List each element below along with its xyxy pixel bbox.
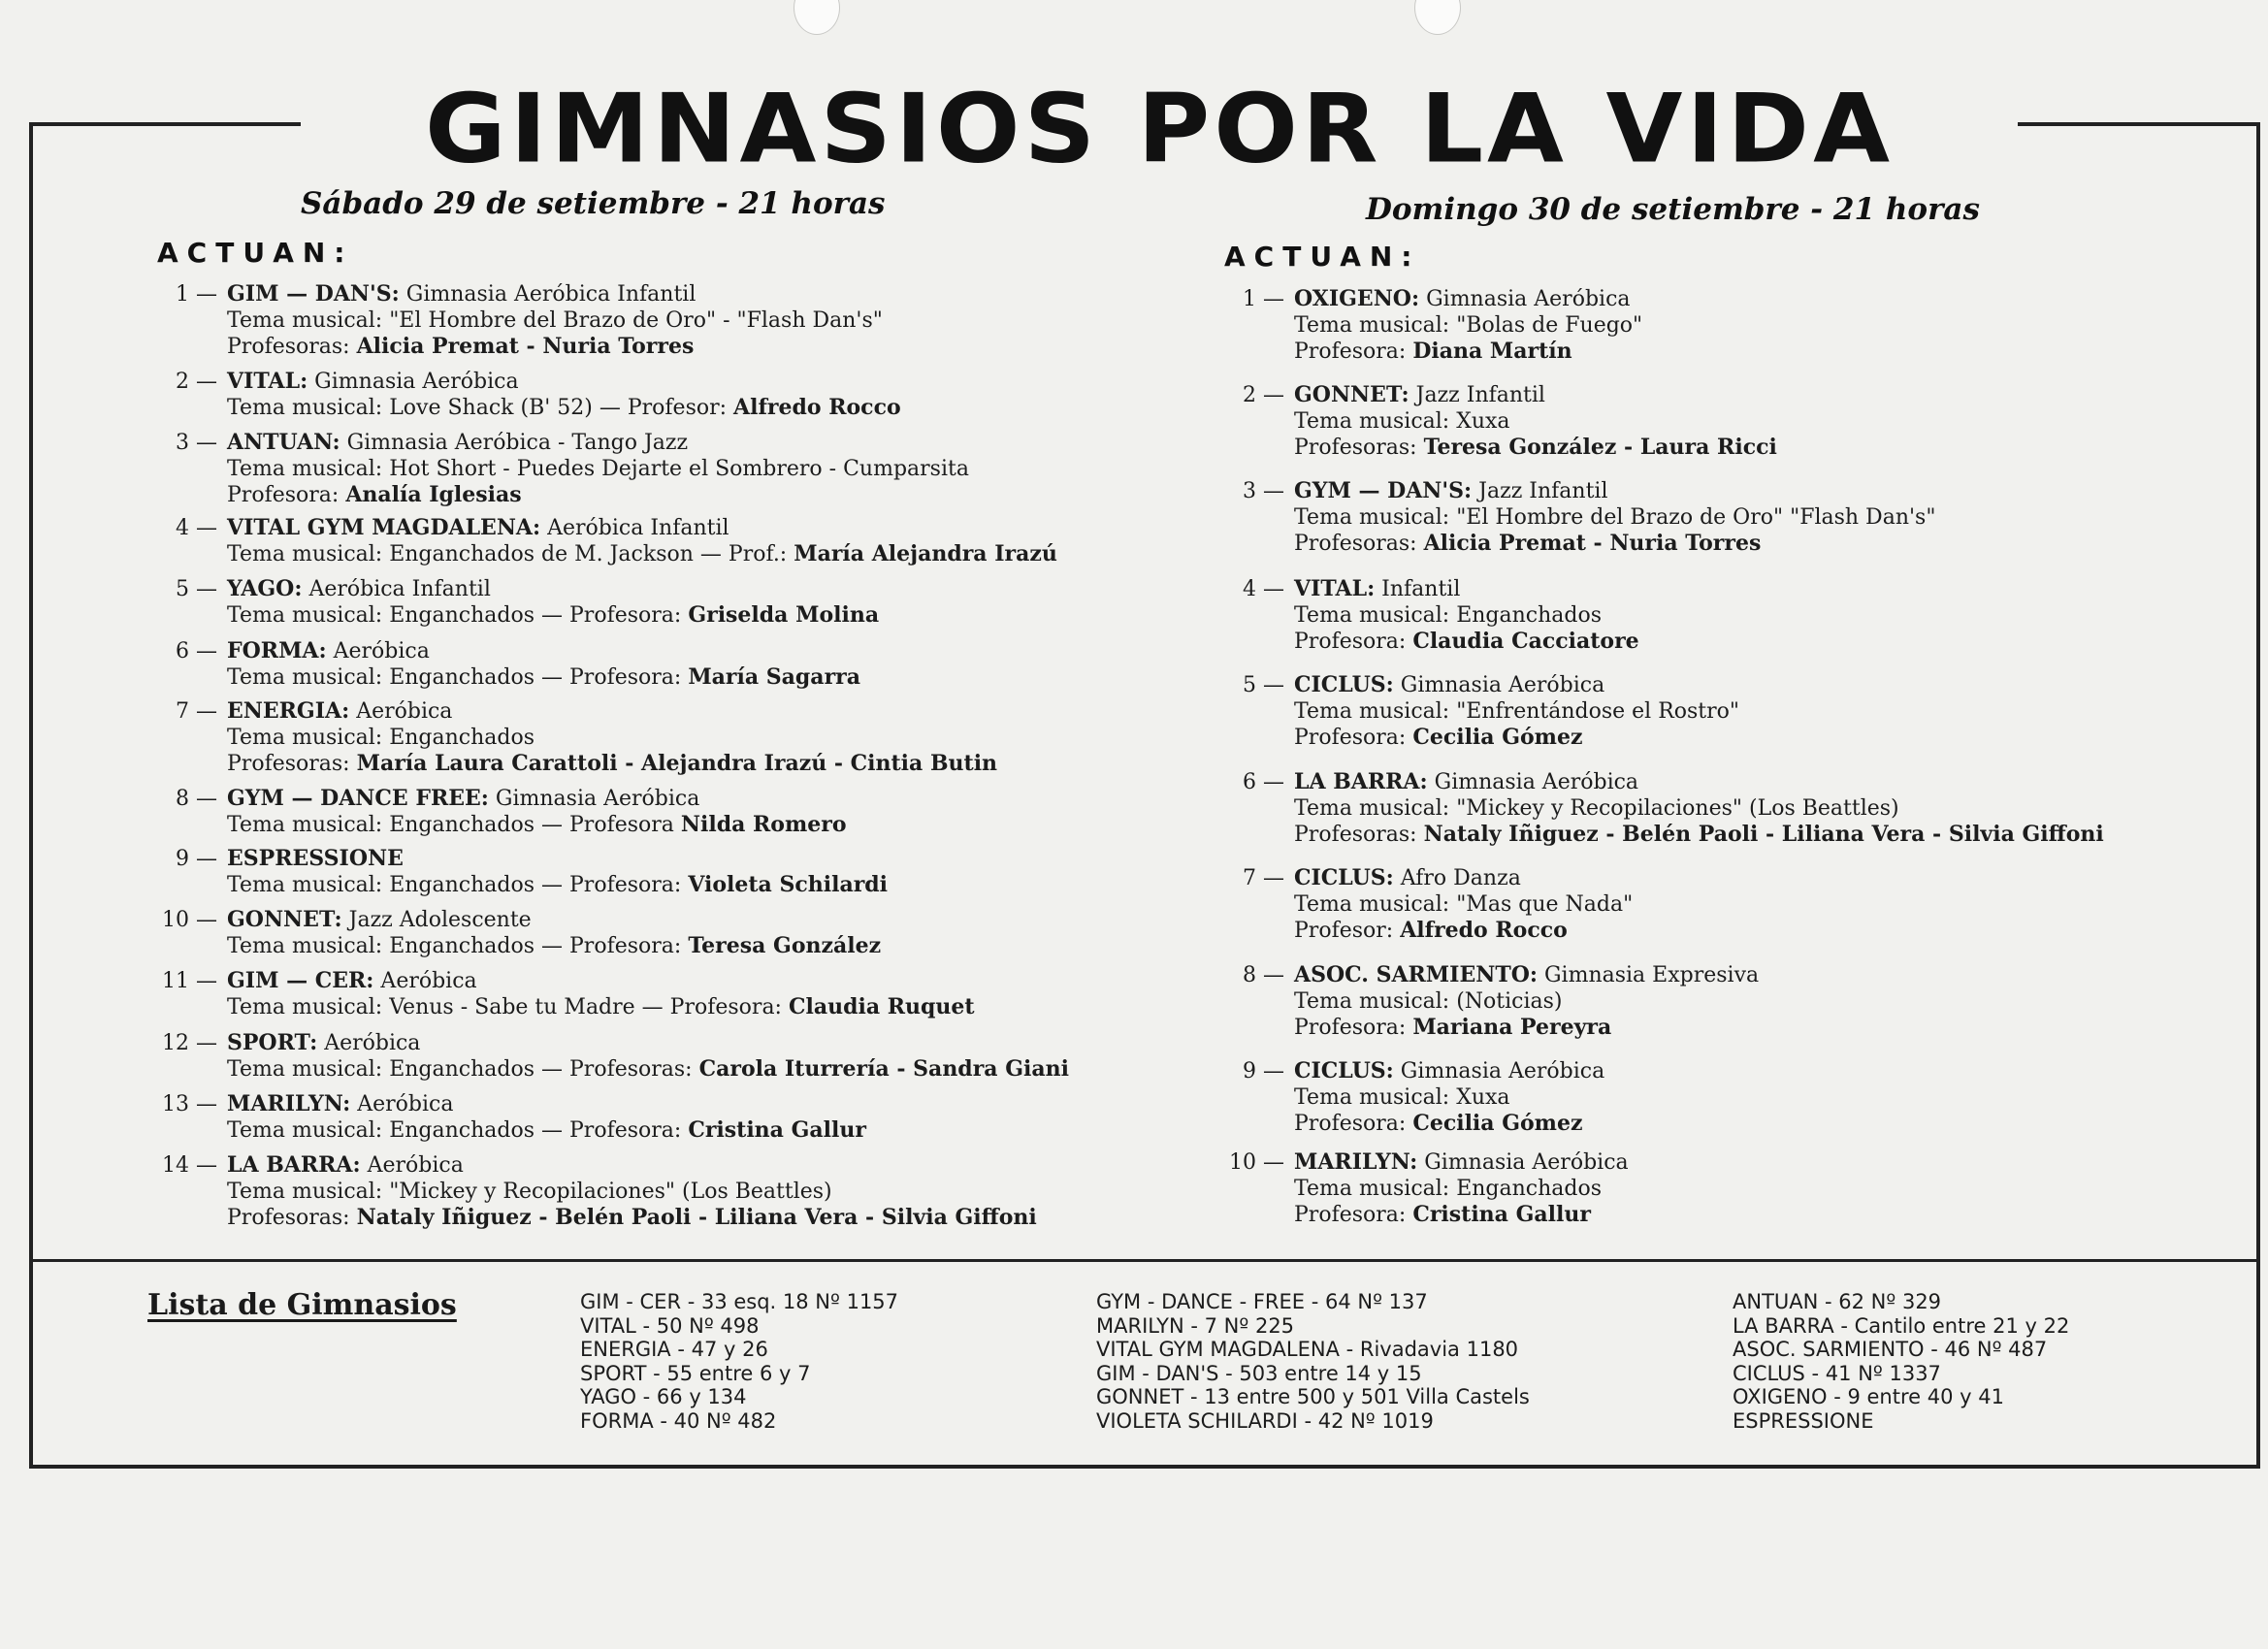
entry-title-line xyxy=(1294,865,1633,891)
entry-music-line xyxy=(227,307,883,334)
teacher-name: María Laura Carattoli - Alejandra Irazú - Cintia Butin xyxy=(356,751,998,776)
entry-title-line xyxy=(1294,576,1639,602)
entry-teacher-line xyxy=(1294,629,1639,655)
gym-name: YAGO: xyxy=(227,576,303,601)
gym-list-column-1 xyxy=(580,1290,898,1433)
program-entry xyxy=(1243,962,1760,1041)
gym-address: OXIGENO - 9 entre 40 y 41 xyxy=(1733,1385,2004,1408)
entry-number: 6 — xyxy=(1243,770,1284,794)
entry-number: 2 — xyxy=(1243,383,1284,407)
discipline: Gimnasia Aeróbica xyxy=(1417,1150,1629,1175)
entry-title-line xyxy=(1294,672,1739,698)
entry-title-line xyxy=(1294,286,1642,312)
program-entry xyxy=(176,515,1057,567)
teacher-label: Profesora: xyxy=(1294,1203,1413,1227)
entry-number: 5 — xyxy=(1243,673,1284,697)
program-entry xyxy=(162,907,882,959)
entry-teacher-line xyxy=(1294,1111,1604,1137)
entry-number: 9 — xyxy=(1243,1059,1284,1083)
entry-number: 1 — xyxy=(1243,287,1284,311)
gym-address: VITAL - 50 Nº 498 xyxy=(580,1313,760,1338)
page-title: GIMNASIOS POR LA VIDA xyxy=(424,74,1895,185)
teacher-name: Nataly Iñiguez - Belén Paoli - Liliana Vera - Silvia Giffoni xyxy=(356,1205,1037,1230)
entry-number: 9 — xyxy=(176,847,217,871)
entry-number: 3 — xyxy=(176,431,217,455)
entry-music-line xyxy=(227,395,901,421)
entry-number: 14 — xyxy=(162,1153,217,1178)
discipline: Jazz Adolescente xyxy=(341,908,532,932)
gym-address: GIM - CER - 33 esq. 18 Nº 1157 xyxy=(580,1290,899,1313)
entry-title-line xyxy=(227,515,1057,541)
entry-title-line xyxy=(227,786,847,812)
entry-number-value: 1 xyxy=(1243,287,1256,311)
gym-name: VITAL: xyxy=(227,369,308,394)
entry-number-value: 9 xyxy=(1243,1059,1256,1083)
gym-name: GONNET: xyxy=(227,907,342,932)
gym-list-column-3 xyxy=(1733,1290,2069,1433)
entry-number-value: 6 xyxy=(176,639,189,663)
music-text: Tema musical: "Bolas de Fuego" xyxy=(1294,313,1643,338)
entry-number-value: 4 xyxy=(176,516,189,540)
teacher-name: Mariana Pereyra xyxy=(1412,1015,1612,1040)
entry-music-line xyxy=(227,933,881,959)
teacher-name: Nilda Romero xyxy=(680,812,847,837)
entry-number: 5 — xyxy=(176,577,217,601)
entry-music-line xyxy=(227,812,847,838)
discipline: Gimnasia Aeróbica xyxy=(1427,770,1639,794)
entry-title-line xyxy=(227,576,879,602)
teacher-name: Violeta Schilardi xyxy=(688,872,889,897)
music-text: Tema musical: "El Hombre del Brazo de Oro" - "Flash Dan's" xyxy=(227,308,883,333)
teacher-name: Griselda Molina xyxy=(688,602,880,628)
music-text: Tema musical: Enganchados xyxy=(227,726,535,750)
gym-address: ASOC. SARMIENTO - 46 Nº 487 xyxy=(1733,1338,2048,1361)
gym-name: SPORT: xyxy=(227,1030,318,1055)
teacher-name: Claudia Cacciatore xyxy=(1412,629,1639,654)
entry-number-value: 7 xyxy=(1243,866,1256,890)
music-text: Tema musical: Enganchados — Profesora: xyxy=(227,873,689,897)
gym-name: GIM — CER: xyxy=(227,968,374,993)
music-text: Tema musical: Enganchados — Profesora: xyxy=(227,1118,689,1143)
discipline: Infantil xyxy=(1375,577,1461,601)
entry-teacher-line xyxy=(1294,339,1642,365)
entry-teacher-line xyxy=(227,482,969,508)
frame-top-left xyxy=(29,122,301,126)
entry-music-line xyxy=(1294,408,1777,435)
gym-name: ASOC. SARMIENTO: xyxy=(1294,962,1538,987)
entry-number-value: 9 xyxy=(176,847,189,871)
sunday-actuan-label: ACTUAN: xyxy=(1224,241,1421,273)
discipline: Aeróbica xyxy=(349,699,453,724)
gym-address: FORMA - 40 Nº 482 xyxy=(580,1408,777,1433)
entry-number-value: 6 xyxy=(1243,770,1256,794)
program-entry xyxy=(1243,478,1936,557)
entry-music-line xyxy=(227,1056,1069,1083)
program-entry xyxy=(176,576,880,629)
teacher-name: Carola Iturrería - Sandra Giani xyxy=(698,1056,1069,1082)
music-text: Tema musical: Xuxa xyxy=(1294,1085,1510,1110)
music-text: Tema musical: Enganchados — Profesora: xyxy=(227,934,689,958)
entry-number: 8 — xyxy=(176,787,217,811)
entry-number: 4 — xyxy=(1243,577,1284,601)
entry-title-line xyxy=(227,846,888,872)
discipline: Aeróbica Infantil xyxy=(540,516,729,540)
gym-address: CICLUS - 41 Nº 1337 xyxy=(1733,1361,1941,1385)
program-entry xyxy=(162,968,975,1020)
gym-name: LA BARRA: xyxy=(1294,769,1428,794)
entry-number-value: 5 xyxy=(176,577,189,601)
entry-teacher-line xyxy=(1294,1015,1759,1041)
entry-number: 12 — xyxy=(162,1031,217,1055)
teacher-name: Cecilia Gómez xyxy=(1412,1111,1583,1136)
discipline: Gimnasia Aeróbica xyxy=(1393,673,1605,697)
teacher-label: Profesoras: xyxy=(1294,532,1424,556)
gym-address: LA BARRA - Cantilo entre 21 y 22 xyxy=(1733,1313,2070,1338)
entry-teacher-line xyxy=(1294,918,1633,944)
discipline: Jazz Infantil xyxy=(1472,479,1608,503)
gym-name: FORMA: xyxy=(227,638,327,663)
entry-number: 10 — xyxy=(162,908,217,932)
entry-number: 3 — xyxy=(1243,479,1284,503)
entry-title-line xyxy=(227,1091,866,1117)
music-text: Tema musical: "Mas que Nada" xyxy=(1294,892,1634,917)
punch-hole xyxy=(794,0,840,35)
discipline: Gimnasia Aeróbica Infantil xyxy=(399,282,697,307)
entry-music-line xyxy=(227,664,860,691)
teacher-name: Claudia Ruquet xyxy=(788,994,975,1019)
entry-number-value: 1 xyxy=(176,282,189,307)
program-entry xyxy=(1243,865,1634,944)
entry-title-line xyxy=(227,698,997,725)
entry-title-line xyxy=(227,1152,1037,1179)
entry-title-line xyxy=(227,968,975,994)
entry-number: 6 — xyxy=(176,639,217,663)
entry-teacher-line xyxy=(227,1205,1037,1231)
teacher-name: Cristina Gallur xyxy=(1412,1202,1591,1227)
entry-number-value: 12 xyxy=(162,1031,189,1055)
teacher-label: Profesoras: xyxy=(227,335,357,359)
gym-name: ENERGIA: xyxy=(227,698,350,724)
entry-music-line xyxy=(227,541,1057,567)
entry-number: 2 — xyxy=(176,370,217,394)
entry-number-value: 2 xyxy=(176,370,189,394)
discipline: Aeróbica Infantil xyxy=(302,577,491,601)
entry-teacher-line xyxy=(1294,531,1935,557)
gym-name: LA BARRA: xyxy=(227,1152,361,1178)
music-text: Tema musical: "Enfrentándose el Rostro" xyxy=(1294,699,1740,724)
teacher-name: Analía Iglesias xyxy=(345,482,522,507)
entry-number-value: 3 xyxy=(176,431,189,455)
program-entry xyxy=(1243,672,1740,751)
gym-address: ANTUAN - 62 Nº 329 xyxy=(1733,1290,1942,1313)
gym-address: GYM - DANCE - FREE - 64 Nº 137 xyxy=(1096,1290,1428,1313)
teacher-name: Cecilia Gómez xyxy=(1412,725,1583,750)
teacher-name: María Alejandra Irazú xyxy=(794,541,1057,566)
saturday-header: Sábado 29 de setiembre - 21 horas xyxy=(301,186,886,221)
entry-title-line xyxy=(227,369,901,395)
discipline: Aeróbica xyxy=(326,639,430,663)
music-text: Tema musical: Love Shack (B' 52) — Profesor: xyxy=(227,396,734,420)
gym-name: MARILYN: xyxy=(227,1091,351,1116)
entry-teacher-line xyxy=(227,334,883,360)
teacher-name: Teresa González xyxy=(688,933,882,958)
entry-number: 11 — xyxy=(162,969,217,993)
entry-music-line xyxy=(1294,698,1739,725)
gym-name: VITAL GYM MAGDALENA: xyxy=(227,515,541,540)
entry-title-line xyxy=(1294,962,1759,988)
music-text: Tema musical: Enganchados — Profesora: xyxy=(227,665,689,690)
entry-number: 10 — xyxy=(1229,1150,1284,1175)
entry-teacher-line xyxy=(1294,725,1739,751)
discipline: Aeróbica xyxy=(360,1153,464,1178)
discipline: Gimnasia Aeróbica - Tango Jazz xyxy=(340,431,689,455)
program-entry xyxy=(162,1091,866,1144)
music-text: Tema musical: Enganchados — Profesora: xyxy=(227,603,689,628)
entry-music-line xyxy=(1294,602,1639,629)
entry-title-line xyxy=(1294,1149,1629,1176)
gym-address: GONNET - 13 entre 500 y 501 Villa Castels xyxy=(1096,1385,1530,1408)
entry-music-line xyxy=(227,872,888,898)
entry-number: 8 — xyxy=(1243,963,1284,987)
entry-music-line xyxy=(1294,504,1935,531)
teacher-label: Profesora: xyxy=(1294,630,1413,654)
music-text: Tema musical: Xuxa xyxy=(1294,409,1510,434)
program-entry xyxy=(1243,286,1643,365)
entry-title-line xyxy=(1294,478,1935,504)
program-entry xyxy=(1243,576,1639,655)
music-text: Tema musical: Hot Short - Puedes Dejarte el Sombrero - Cumparsita xyxy=(227,457,969,481)
teacher-label: Profesora: xyxy=(1294,1016,1413,1040)
teacher-label: Profesoras: xyxy=(227,1206,357,1230)
gym-name: GYM — DAN'S: xyxy=(1294,478,1473,503)
program-entry xyxy=(1243,769,2104,848)
punch-hole xyxy=(1414,0,1461,35)
music-text: Tema musical: Venus - Sabe tu Madre — Profesora: xyxy=(227,995,789,1019)
gym-name: CICLUS: xyxy=(1294,865,1394,890)
gym-address: MARILYN - 7 Nº 225 xyxy=(1096,1313,1295,1338)
discipline: Gimnasia Aeróbica xyxy=(308,370,519,394)
entry-number-value: 3 xyxy=(1243,479,1256,503)
gym-address: YAGO - 66 y 134 xyxy=(580,1385,747,1408)
discipline: Aeróbica xyxy=(317,1031,421,1055)
entry-number-value: 14 xyxy=(162,1153,189,1178)
entry-teacher-line xyxy=(1294,435,1777,461)
discipline: Gimnasia Aeróbica xyxy=(488,787,700,811)
music-text: Tema musical: Enganchados xyxy=(1294,603,1603,628)
program-entry xyxy=(176,698,998,777)
entry-number-value: 10 xyxy=(1229,1150,1256,1175)
gym-name: OXIGENO: xyxy=(1294,286,1420,311)
entry-number-value: 13 xyxy=(162,1092,189,1116)
entry-number-value: 4 xyxy=(1243,577,1256,601)
teacher-name: Diana Martín xyxy=(1412,339,1572,364)
discipline: Aeróbica xyxy=(350,1092,454,1116)
entry-teacher-line xyxy=(1294,1202,1629,1228)
program-entry xyxy=(1243,1058,1605,1137)
entry-number: 1 — xyxy=(176,282,217,307)
music-text: Tema musical: "Mickey y Recopilaciones" (Los Beattles) xyxy=(1294,796,1899,821)
entry-music-line xyxy=(1294,1176,1629,1202)
gym-name: MARILYN: xyxy=(1294,1149,1418,1175)
teacher-label: Profesora: xyxy=(1294,340,1413,364)
gym-address: ENERGIA - 47 y 26 xyxy=(580,1338,768,1361)
entry-title-line xyxy=(227,907,881,933)
gym-name: GYM — DANCE FREE: xyxy=(227,786,489,811)
teacher-name: Alfredo Rocco xyxy=(733,395,901,420)
program-entry xyxy=(1243,382,1777,461)
program-entry xyxy=(176,786,847,838)
entry-number-value: 10 xyxy=(162,908,189,932)
teacher-name: Alicia Premat - Nuria Torres xyxy=(1423,531,1762,556)
frame-top-right xyxy=(2018,122,2260,126)
entry-music-line xyxy=(227,994,975,1020)
gym-name: ANTUAN: xyxy=(227,430,340,455)
discipline: Gimnasia Aeróbica xyxy=(1393,1059,1605,1083)
gym-name: GIM — DAN'S: xyxy=(227,281,400,307)
teacher-label: Profesor: xyxy=(1294,919,1401,943)
teacher-name: Alfredo Rocco xyxy=(1400,918,1568,943)
list-title: Lista de Gimnasios xyxy=(147,1288,457,1322)
entry-music-line xyxy=(227,456,969,482)
teacher-label: Profesoras: xyxy=(1294,436,1424,460)
teacher-label: Profesora: xyxy=(227,483,346,507)
entry-number-value: 8 xyxy=(176,787,189,811)
entry-music-line xyxy=(227,602,879,629)
entry-teacher-line xyxy=(227,751,997,777)
music-text: Tema musical: Enganchados — Profesora xyxy=(227,813,681,837)
sunday-header: Domingo 30 de setiembre - 21 horas xyxy=(1366,192,1980,227)
entry-music-line xyxy=(1294,795,2104,822)
entry-number-value: 5 xyxy=(1243,673,1256,697)
teacher-name: Nataly Iñiguez - Belén Paoli - Liliana Vera - Silvia Giffoni xyxy=(1423,822,2104,847)
entry-title-line xyxy=(227,1030,1069,1056)
teacher-name: Cristina Gallur xyxy=(688,1117,866,1143)
gym-address: SPORT - 55 entre 6 y 7 xyxy=(580,1361,811,1385)
entry-number: 13 — xyxy=(162,1092,217,1116)
gym-address: ESPRESSIONE xyxy=(1733,1408,1874,1433)
entry-music-line xyxy=(227,725,997,751)
gym-address: VITAL GYM MAGDALENA - Rivadavia 1180 xyxy=(1096,1338,1519,1361)
music-text: Tema musical: Enganchados xyxy=(1294,1177,1603,1201)
discipline: Jazz Infantil xyxy=(1409,383,1545,407)
entry-teacher-line xyxy=(1294,822,2104,848)
program-entry xyxy=(176,369,901,421)
music-text: Tema musical: "Mickey y Recopilaciones" (Los Beattles) xyxy=(227,1180,832,1204)
entry-number-value: 11 xyxy=(162,969,189,993)
saturday-actuan-label: ACTUAN: xyxy=(157,237,354,269)
teacher-label: Profesoras: xyxy=(227,752,357,776)
gym-name: GONNET: xyxy=(1294,382,1409,407)
entry-title-line xyxy=(1294,769,2104,795)
entry-number-value: 2 xyxy=(1243,383,1256,407)
gym-name: VITAL: xyxy=(1294,576,1376,601)
entry-music-line xyxy=(227,1179,1037,1205)
entry-music-line xyxy=(1294,988,1759,1015)
entry-title-line xyxy=(227,430,969,456)
entry-title-line xyxy=(227,281,883,307)
program-entry xyxy=(176,430,969,508)
discipline: Gimnasia Expresiva xyxy=(1537,963,1760,987)
program-entry xyxy=(176,846,889,898)
teacher-label: Profesoras: xyxy=(1294,823,1424,847)
teacher-label: Profesora: xyxy=(1294,726,1413,750)
gym-name: CICLUS: xyxy=(1294,1058,1394,1083)
entry-music-line xyxy=(227,1117,866,1144)
program-entry xyxy=(162,1152,1037,1231)
gym-list-column-2 xyxy=(1096,1290,1530,1433)
entry-number: 4 — xyxy=(176,516,217,540)
entry-number: 7 — xyxy=(176,699,217,724)
entry-music-line xyxy=(1294,1084,1604,1111)
music-text: Tema musical: "El Hombre del Brazo de Oro" "Flash Dan's" xyxy=(1294,505,1936,530)
teacher-name: Teresa González - Laura Ricci xyxy=(1423,435,1777,460)
discipline: Aeróbica xyxy=(373,969,477,993)
discipline: Afro Danza xyxy=(1393,866,1521,890)
entry-music-line xyxy=(1294,312,1642,339)
program-entry xyxy=(176,638,860,691)
entry-title-line xyxy=(1294,1058,1604,1084)
music-text: Tema musical: Enganchados de M. Jackson — Prof.: xyxy=(227,542,794,566)
entry-title-line xyxy=(227,638,860,664)
gym-name: CICLUS: xyxy=(1294,672,1394,697)
teacher-label: Profesora: xyxy=(1294,1112,1413,1136)
list-divider xyxy=(33,1259,2260,1262)
music-text: Tema musical: Enganchados — Profesoras: xyxy=(227,1057,699,1082)
entry-number-value: 7 xyxy=(176,699,189,724)
discipline: Gimnasia Aeróbica xyxy=(1419,287,1631,311)
program-entry xyxy=(1229,1149,1629,1228)
entry-number: 7 — xyxy=(1243,866,1284,890)
program-entry xyxy=(176,281,883,360)
gym-address: VIOLETA SCHILARDI - 42 Nº 1019 xyxy=(1096,1408,1434,1433)
program-entry xyxy=(162,1030,1069,1083)
music-text: Tema musical: (Noticias) xyxy=(1294,989,1563,1014)
gym-address: GIM - DAN'S - 503 entre 14 y 15 xyxy=(1096,1361,1422,1385)
teacher-name: Alicia Premat - Nuria Torres xyxy=(356,334,695,359)
gym-name: ESPRESSIONE xyxy=(227,846,404,871)
entry-number-value: 8 xyxy=(1243,963,1256,987)
entry-title-line xyxy=(1294,382,1777,408)
entry-music-line xyxy=(1294,891,1633,918)
teacher-name: María Sagarra xyxy=(688,664,860,690)
